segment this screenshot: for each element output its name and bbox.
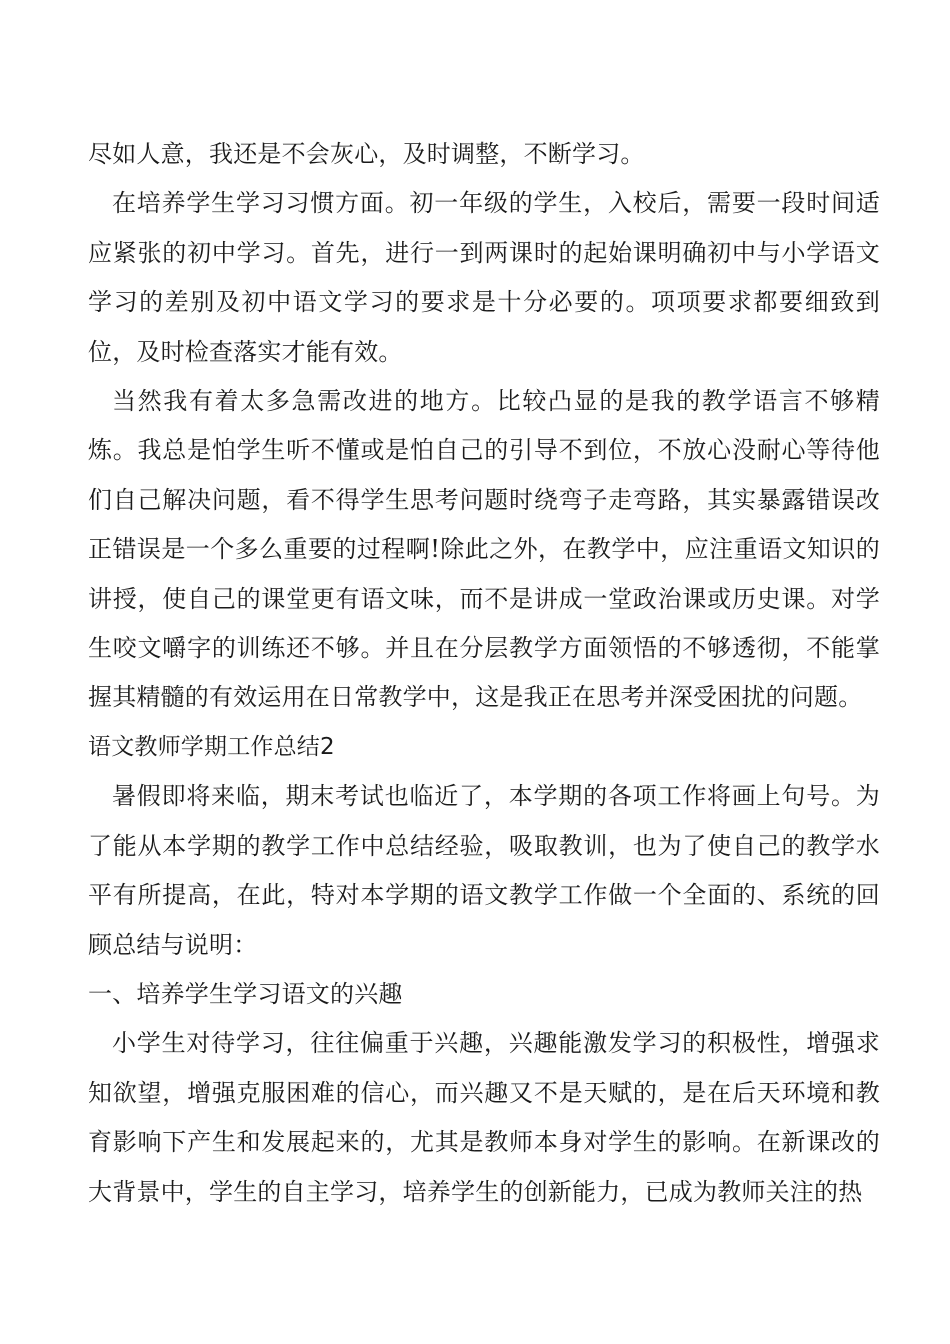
document-body — [88, 130, 880, 1217]
paragraph-study-habits: 在培养学生学习习惯方面。初一年级的学生，入校后，需要一段时间适应紧张的初中学习。首先，进行一到两课时的起始课明确初中与小学语文学习的差别及初中语文学习的要求是十分必要的。项项要求都要细致到位，及时检查落实才能有效。 — [88, 189, 880, 366]
section-title: 语文教师学期工作总结2 — [88, 733, 335, 760]
paragraph-interest: 小学生对待学习，往往偏重于兴趣，兴趣能激发学习的积极性，增强求知欲望，增强克服困难的信心，而兴趣又不是天赋的，是在后天环境和教育影响下产生和发展起来的，尤其是教师本身对学生的影响。在新课改的大背景中，学生的自主学习，培养学生的创新能力，已成为教师关注的热 — [88, 1029, 880, 1206]
paragraph-continuation: 尽如人意，我还是不会灰心，及时调整，不断学习。 — [88, 140, 645, 168]
subsection-heading: 一、培养学生学习语文的兴趣 — [88, 979, 403, 1008]
paragraph-intro: 暑假即将来临，期末考试也临近了，本学期的各项工作将画上句号。为了能从本学期的教学工作中总结经验，吸取教训，也为了使自己的教学水平有所提高，在此，特对本学期的语文教学工作做一个全面的、系统的回顾总结与说明： — [88, 782, 880, 959]
paragraph-improvements: 当然我有着太多急需改进的地方。比较凸显的是我的教学语言不够精炼。我总是怕学生听不懂或是怕自己的引导不到位，不放心没耐心等待他们自己解决问题，看不得学生思考问题时绕弯子走弯路，其实暴露错误改正错误是一个多么重要的过程啊!除此之外，在教学中，应注重语文知识的讲授，使自己的课堂更有语文味，而不是讲成一堂政治课或历史课。对学生咬文嚼字的训练还不够。并且在分层教学方面领悟的不够透彻，不能掌握其精髓的有效运用在日常教学中，这是我正在思考并深受困扰的问题。 — [88, 387, 880, 712]
